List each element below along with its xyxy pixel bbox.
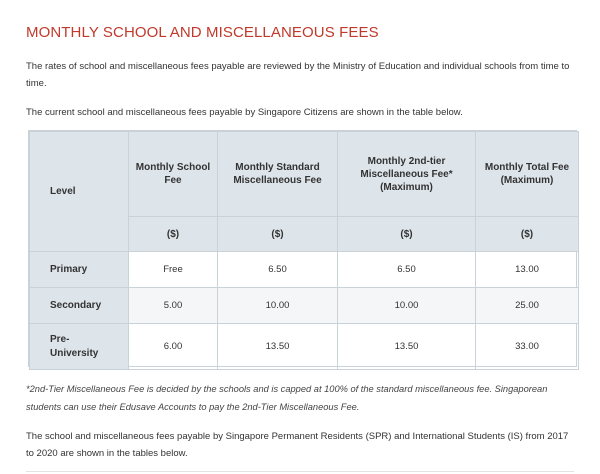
cell-school-fee: Free <box>129 252 218 288</box>
unit-total: ($) <box>476 217 579 252</box>
cell-school-fee: 6.00 <box>129 324 218 370</box>
table-row <box>30 288 579 324</box>
header-total: Monthly Total Fee (Maximum) <box>476 132 579 217</box>
header-level: Level <box>30 132 129 252</box>
cell-total: 33.00 <box>476 324 579 370</box>
header-standard-misc: Monthly Standard Miscellaneous Fee <box>218 132 338 217</box>
page-title: MONTHLY SCHOOL AND MISCELLANEOUS FEES <box>26 24 379 41</box>
fees-table-container <box>28 130 577 367</box>
header-school-fee: Monthly School Fee <box>129 132 218 217</box>
cell-second-tier: 6.50 <box>338 252 476 288</box>
cell-standard-misc: 10.00 <box>218 288 338 324</box>
cell-standard-misc: 6.50 <box>218 252 338 288</box>
row-level: Primary <box>30 252 129 288</box>
unit-standard-misc: ($) <box>218 217 338 252</box>
cell-second-tier: 13.50 <box>338 324 476 370</box>
cell-school-fee: 5.00 <box>129 288 218 324</box>
fees-table <box>29 131 579 370</box>
pr-fees-note: The school and miscellaneous fees payable by Singapore Permanent Residents (SPR) and International Students (IS) from 2017 to 2020 are shown in the tables below. <box>26 431 569 459</box>
divider <box>26 471 574 472</box>
intro-paragraph: The rates of school and miscellaneous fees payable are reviewed by the Ministry of Education and individual schools from time to time. <box>26 61 570 89</box>
cell-standard-misc: 13.50 <box>218 324 338 370</box>
unit-school-fee: ($) <box>129 217 218 252</box>
unit-second-tier: ($) <box>338 217 476 252</box>
table-row <box>30 252 579 288</box>
footnote: *2nd-Tier Miscellaneous Fee is decided by the schools and is capped at 100% of the standard miscellaneous fee. Singaporean students can use their Edusave Accounts to pay the 2nd-Tier Miscellaneous Fee. <box>26 384 548 412</box>
cell-total: 25.00 <box>476 288 579 324</box>
row-level: Secondary <box>30 288 129 324</box>
cell-total: 13.00 <box>476 252 579 288</box>
current-fees-note: The current school and miscellaneous fees payable by Singapore Citizens are shown in the table below. <box>26 107 463 118</box>
header-second-tier: Monthly 2nd-tier Miscellaneous Fee* (Maximum) <box>338 132 476 217</box>
row-level: Pre-University <box>30 324 129 370</box>
cell-second-tier: 10.00 <box>338 288 476 324</box>
table-row <box>30 324 579 370</box>
